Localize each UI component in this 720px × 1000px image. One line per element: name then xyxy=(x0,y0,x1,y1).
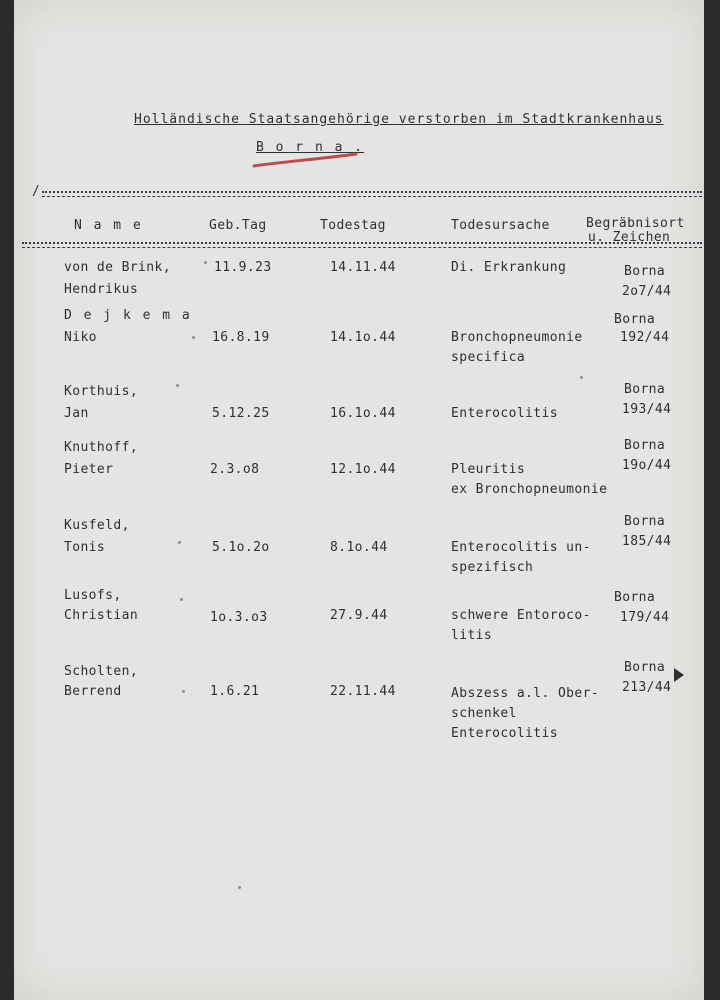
row-geb: 11.9.23 xyxy=(214,260,272,275)
header-ort-2: u. Zeichen xyxy=(588,230,671,245)
row-name-2: Tonis xyxy=(64,540,106,555)
row-geb: 1.6.21 xyxy=(210,684,260,699)
row-geb: 16.8.19 xyxy=(212,330,270,345)
row-ort: Borna xyxy=(624,382,666,397)
row-num: 192/44 xyxy=(620,330,670,345)
row-tod: 8.1o.44 xyxy=(330,540,388,555)
row-tod: 14.11.44 xyxy=(330,260,396,275)
row-num: 179/44 xyxy=(620,610,670,625)
row-name-2: Pieter xyxy=(64,462,114,477)
row-num: 213/44 xyxy=(622,680,672,695)
row-tod: 16.1o.44 xyxy=(330,406,396,421)
row-ursache-2: spezifisch xyxy=(451,560,534,575)
row-ursache-2: schenkel xyxy=(451,706,517,721)
row-ursache-3: Enterocolitis xyxy=(451,726,558,741)
row-ort: Borna xyxy=(624,438,666,453)
row-ursache-1: schwere Entoroco- xyxy=(451,608,591,623)
row-name-2: Christian xyxy=(64,608,139,623)
arrow-mark-icon xyxy=(672,666,686,684)
row-tod: 22.11.44 xyxy=(330,684,396,699)
row-ursache-1: Di. Erkrankung xyxy=(451,260,567,275)
row-name-1: D e j k e m a xyxy=(64,308,192,323)
row-name-1: Lusofs, xyxy=(64,588,122,603)
paper-speck xyxy=(182,690,185,693)
header-ort-1: Begräbnisort xyxy=(586,216,685,231)
row-num: 185/44 xyxy=(622,534,672,549)
row-tod: 12.1o.44 xyxy=(330,462,396,477)
row-num: 19o/44 xyxy=(622,458,672,473)
row-name-2: Niko xyxy=(64,330,97,345)
row-ursache-2: litis xyxy=(451,628,493,643)
row-ursache-1: Enterocolitis xyxy=(451,406,558,421)
row-geb: 5.1o.2o xyxy=(212,540,270,555)
paper-speck xyxy=(192,336,195,339)
row-name-2: Berrend xyxy=(64,684,122,699)
row-ursache-1: Enterocolitis un- xyxy=(451,540,591,555)
paper-speck xyxy=(176,384,179,387)
paper-speck xyxy=(178,541,181,544)
document-title: Holländische Staatsangehörige verstorben im Stadtkrankenhaus xyxy=(134,112,664,127)
row-tod: 27.9.44 xyxy=(330,608,388,623)
row-geb: 1o.3.o3 xyxy=(210,610,268,625)
document-subtitle: B o r n a . xyxy=(256,140,365,155)
row-num: 193/44 xyxy=(622,402,672,417)
paper-speck xyxy=(180,598,183,601)
row-name-2: Hendrikus xyxy=(64,282,139,297)
row-ort: Borna xyxy=(624,264,666,279)
header-rule-2 xyxy=(22,247,702,248)
header-name: N a m e xyxy=(74,218,143,233)
row-num: 2o7/44 xyxy=(622,284,672,299)
red-underline-mark xyxy=(250,150,360,172)
row-tod: 14.1o.44 xyxy=(330,330,396,345)
row-name-2: Jan xyxy=(64,406,89,421)
row-ort: Borna xyxy=(614,312,656,327)
row-geb: 2.3.o8 xyxy=(210,462,260,477)
header-ursache: Todesursache xyxy=(451,218,550,233)
row-ursache-2: ex Bronchopneumonie xyxy=(451,482,608,497)
top-rule xyxy=(42,191,702,193)
document-page xyxy=(14,0,704,1000)
header-geb: Geb.Tag xyxy=(209,218,267,233)
row-name-1: von de Brink, xyxy=(64,260,171,275)
row-ursache-1: Bronchopneumonie xyxy=(451,330,583,345)
row-ursache-1: Pleuritis xyxy=(451,462,526,477)
top-rule-2 xyxy=(42,196,702,197)
paper-speck xyxy=(204,261,207,264)
row-ort: Borna xyxy=(614,590,656,605)
header-rule xyxy=(22,242,702,244)
row-ort: Borna xyxy=(624,514,666,529)
row-ursache-1: Abszess a.l. Ober- xyxy=(451,686,600,701)
paper-speck xyxy=(238,886,241,889)
paper-speck xyxy=(580,376,583,379)
row-name-1: Korthuis, xyxy=(64,384,139,399)
rule-prefix: / xyxy=(32,184,41,199)
row-name-1: Kusfeld, xyxy=(64,518,130,533)
row-ort: Borna xyxy=(624,660,666,675)
row-geb: 5.12.25 xyxy=(212,406,270,421)
header-tod: Todestag xyxy=(320,218,386,233)
row-name-1: Knuthoff, xyxy=(64,440,139,455)
row-name-1: Scholten, xyxy=(64,664,139,679)
row-ursache-2: specifica xyxy=(451,350,526,365)
